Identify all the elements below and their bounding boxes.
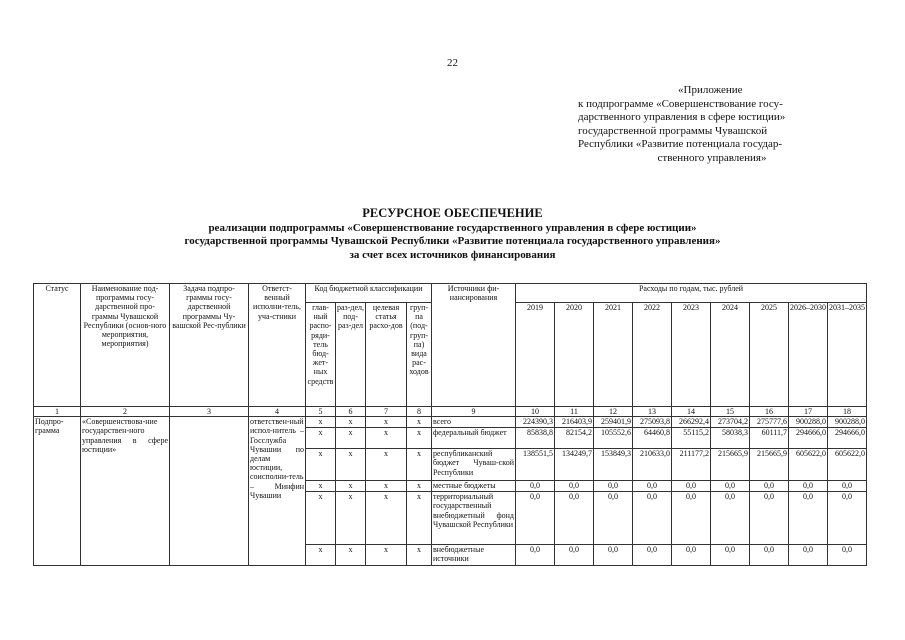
value-cell: 605622,0 [828, 449, 867, 481]
value-cell: 900288,0 [828, 417, 867, 428]
source-cell: республиканский бюджет Чуваш-ской Республики [432, 449, 516, 481]
header-code-gr: груп-па (под-груп-па) вида рас-ходов [407, 303, 432, 407]
header-year: 2022 [633, 303, 672, 407]
code-cell: x [306, 545, 336, 566]
code-cell: x [306, 481, 336, 492]
code-cell: x [366, 481, 407, 492]
value-cell: 0,0 [828, 481, 867, 492]
value-cell: 0,0 [672, 481, 711, 492]
code-cell: x [336, 449, 366, 481]
header-year: 2024 [711, 303, 750, 407]
value-cell: 0,0 [516, 492, 555, 545]
column-number: 7 [366, 407, 407, 417]
code-cell: x [306, 428, 336, 449]
value-cell: 224390,3 [516, 417, 555, 428]
value-cell: 0,0 [789, 481, 828, 492]
heading-title: РЕСУРСНОЕ ОБЕСПЕЧЕНИЕ [362, 206, 543, 220]
value-cell: 105552,6 [594, 428, 633, 449]
table-body [34, 417, 867, 566]
appendix-line: к подпрограмме «Совершенствование госу- [578, 97, 783, 110]
appendix-line: Республики «Развитие потенциала государ- [578, 138, 783, 151]
value-cell: 215665,9 [750, 449, 789, 481]
value-cell: 0,0 [594, 545, 633, 566]
code-cell: x [336, 545, 366, 566]
value-cell: 0,0 [633, 545, 672, 566]
column-number: 16 [750, 407, 789, 417]
code-cell: x [407, 428, 432, 449]
value-cell: 0,0 [555, 492, 594, 545]
value-cell: 0,0 [516, 545, 555, 566]
header-year: 2019 [516, 303, 555, 407]
value-cell: 259401,9 [594, 417, 633, 428]
value-cell: 58038,3 [711, 428, 750, 449]
value-cell: 153849,3 [594, 449, 633, 481]
value-cell: 0,0 [555, 545, 594, 566]
code-cell: x [407, 492, 432, 545]
document-heading [0, 207, 905, 262]
value-cell: 82154,2 [555, 428, 594, 449]
value-cell: 0,0 [516, 481, 555, 492]
column-number: 18 [828, 407, 867, 417]
code-cell: x [306, 492, 336, 545]
value-cell: 0,0 [594, 492, 633, 545]
value-cell: 0,0 [633, 481, 672, 492]
responsible-cell: ответствен-ный испол-нитель – Госслужба Чувашии по делам юстиции, соисполни-тель – Минфин Чувашии [249, 417, 306, 566]
value-cell: 0,0 [711, 492, 750, 545]
appendix-line: ственного управления» [657, 151, 767, 164]
appendix-line: дарственного управления в сфере юстиции» [578, 111, 786, 124]
code-cell: x [306, 417, 336, 428]
header-code-rz: раз-дел, под-раз-дел [336, 303, 366, 407]
value-cell: 0,0 [672, 492, 711, 545]
header-responsible: Ответст-венный исполни-тель, уча-стники [249, 284, 306, 407]
code-cell: x [366, 449, 407, 481]
appendix-line: государственной программы Чувашской [578, 124, 768, 137]
value-cell: 0,0 [750, 481, 789, 492]
value-cell: 55115,2 [672, 428, 711, 449]
value-cell: 0,0 [789, 545, 828, 566]
column-number: 10 [516, 407, 555, 417]
value-cell: 0,0 [750, 492, 789, 545]
code-cell: x [366, 428, 407, 449]
value-cell: 0,0 [711, 481, 750, 492]
header-code-gl: глав-ный распо-ряди-тель бюд-жет-ных средств [306, 303, 336, 407]
value-cell: 138551,5 [516, 449, 555, 481]
column-number: 13 [633, 407, 672, 417]
value-cell: 0,0 [672, 545, 711, 566]
column-number: 6 [336, 407, 366, 417]
appendix-line: «Приложение [678, 84, 743, 96]
header-year: 2021 [594, 303, 633, 407]
value-cell: 275777,6 [750, 417, 789, 428]
code-cell: x [306, 449, 336, 481]
source-cell: внебюджетные источники [432, 545, 516, 566]
value-cell: 85838,8 [516, 428, 555, 449]
subprogram-name-cell: «Совершенствова-ние государствен-ного управления в сфере юстиции» [81, 417, 170, 566]
header-task: Задача подпро-граммы госу-дарственной программы Чу-вашской Рес-публики [170, 284, 249, 407]
value-cell: 210633,0 [633, 449, 672, 481]
header-year: 2023 [672, 303, 711, 407]
heading-line: реализации подпрограммы «Совершенствование государственного управления в сфере юстиции» [208, 221, 697, 234]
task-cell [170, 417, 249, 566]
value-cell: 605622,0 [789, 449, 828, 481]
code-cell: x [407, 545, 432, 566]
value-cell: 216403,9 [555, 417, 594, 428]
value-cell: 215665,9 [711, 449, 750, 481]
value-cell: 0,0 [828, 545, 867, 566]
header-status: Статус [34, 284, 81, 407]
value-cell: 273704,2 [711, 417, 750, 428]
value-cell: 266292,4 [672, 417, 711, 428]
header-year: 2020 [555, 303, 594, 407]
value-cell: 0,0 [633, 492, 672, 545]
code-cell: x [336, 481, 366, 492]
value-cell: 60111,7 [750, 428, 789, 449]
heading-line: государственной программы Чувашской Республики «Развитие потенциала государственного управления» [184, 235, 721, 247]
source-cell: местные бюджеты [432, 481, 516, 492]
column-number: 5 [306, 407, 336, 417]
header-budget-code: Код бюджетной классификации [306, 284, 432, 303]
code-cell: x [336, 492, 366, 545]
header-expenses: Расходы по годам, тыс. рублей [516, 284, 867, 303]
code-cell: x [407, 481, 432, 492]
table-header [34, 284, 867, 417]
value-cell: 0,0 [750, 545, 789, 566]
value-cell: 900288,0 [789, 417, 828, 428]
value-cell: 0,0 [555, 481, 594, 492]
value-cell: 0,0 [789, 492, 828, 545]
value-cell: 0,0 [711, 545, 750, 566]
column-number: 11 [555, 407, 594, 417]
column-number: 1 [34, 407, 81, 417]
column-number: 4 [249, 407, 306, 417]
code-cell: x [366, 492, 407, 545]
header-name: Наименование под-программы госу-дарственной про-граммы Чувашской Республики (основ-ного мероприятия, мероприятия) [81, 284, 170, 407]
column-number: 2 [81, 407, 170, 417]
column-number: 14 [672, 407, 711, 417]
resource-table [33, 283, 867, 566]
code-cell: x [336, 428, 366, 449]
value-cell: 0,0 [828, 492, 867, 545]
header-year: 2026–2030 [789, 303, 828, 407]
column-number: 8 [407, 407, 432, 417]
column-number: 3 [170, 407, 249, 417]
source-cell: всего [432, 417, 516, 428]
value-cell: 134249,7 [555, 449, 594, 481]
source-cell: территориальный государственный внебюджетный фонд Чувашской Республики [432, 492, 516, 545]
code-cell: x [407, 449, 432, 481]
value-cell: 294666,0 [789, 428, 828, 449]
heading-line: за счет всех источников финансирования [349, 248, 556, 261]
header-year: 2031–2035 [828, 303, 867, 407]
table-row [34, 417, 867, 428]
value-cell: 294666,0 [828, 428, 867, 449]
code-cell: x [366, 545, 407, 566]
column-number: 12 [594, 407, 633, 417]
page-number: 22 [447, 57, 458, 69]
value-cell: 0,0 [594, 481, 633, 492]
header-code-cs: целевая статья расхо-дов [366, 303, 407, 407]
code-cell: x [336, 417, 366, 428]
value-cell: 275093,8 [633, 417, 672, 428]
value-cell: 64460,8 [633, 428, 672, 449]
header-sources: Источники фи-нансирования [432, 284, 516, 407]
column-number: 9 [432, 407, 516, 417]
column-number: 17 [789, 407, 828, 417]
appendix-note [578, 84, 846, 166]
value-cell: 211177,2 [672, 449, 711, 481]
code-cell: x [366, 417, 407, 428]
status-cell: Подпро-грамма [34, 417, 81, 566]
source-cell: федеральный бюджет [432, 428, 516, 449]
code-cell: x [407, 417, 432, 428]
header-year: 2025 [750, 303, 789, 407]
column-number: 15 [711, 407, 750, 417]
